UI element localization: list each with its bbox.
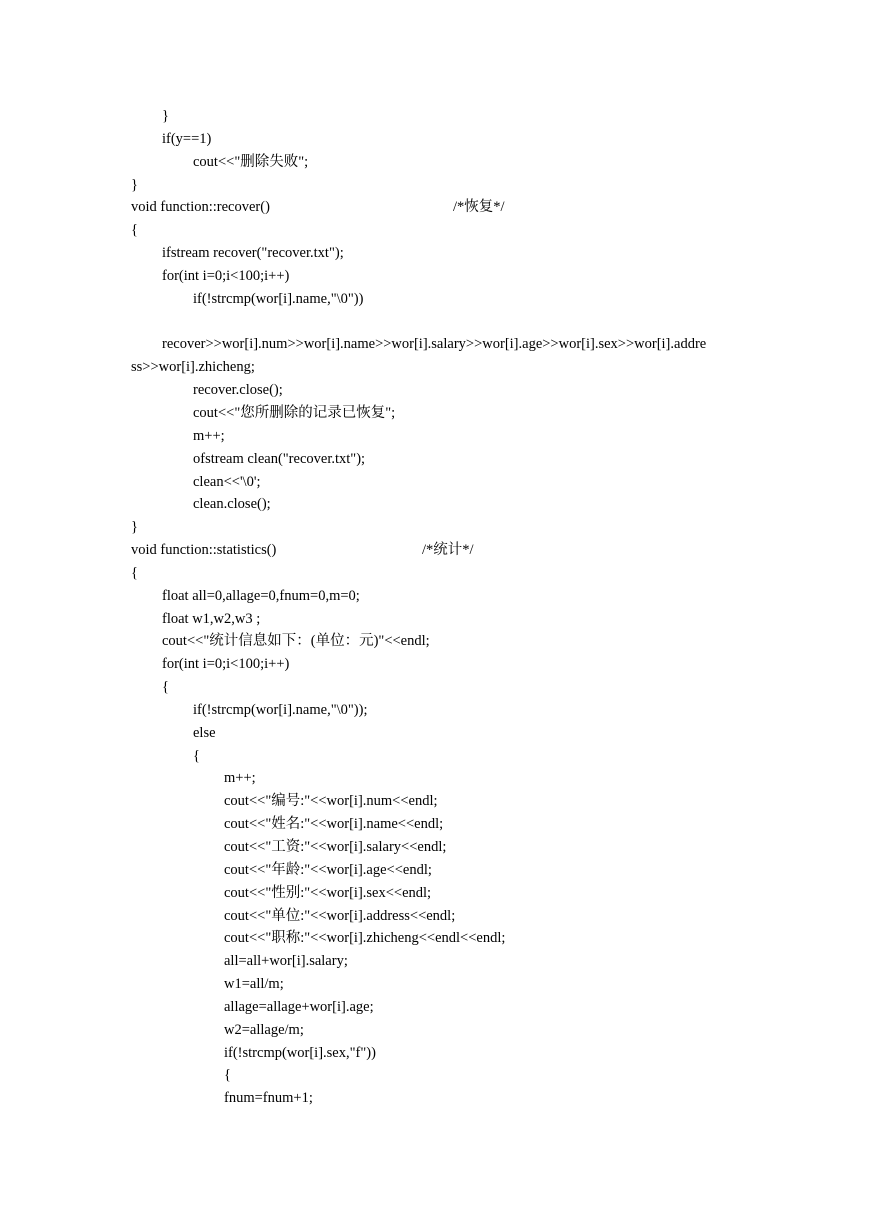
code-line <box>131 608 831 631</box>
code-listing <box>131 105 831 1110</box>
code-line <box>131 996 831 1019</box>
code-line <box>131 425 831 448</box>
code-line <box>131 151 831 174</box>
code-line <box>131 288 831 311</box>
code-line <box>131 1064 831 1087</box>
code-line <box>131 1042 831 1065</box>
code-line <box>131 836 831 859</box>
code-line <box>131 630 831 653</box>
code-text: clean<<'\0'; <box>193 473 261 490</box>
code-text: cout<<"您所删除的记录已恢复"; <box>193 404 396 421</box>
code-text: else <box>193 724 216 741</box>
code-text: m++; <box>193 427 225 444</box>
code-text: if(!strcmp(wor[i].name,"\0")); <box>193 701 368 718</box>
code-text: cout<<"姓名:"<<wor[i].name<<endl; <box>224 816 444 833</box>
code-line <box>131 950 831 973</box>
code-text: cout<<"编号:"<<wor[i].num<<endl; <box>224 793 438 810</box>
code-text: { <box>162 679 169 696</box>
code-text: { <box>224 1067 231 1084</box>
code-text: if(y==1) <box>162 130 212 147</box>
code-text: ofstream clean("recover.txt"); <box>193 450 366 467</box>
code-line <box>131 813 831 836</box>
code-text: } <box>131 519 138 536</box>
code-line <box>131 676 831 699</box>
code-line <box>131 333 831 356</box>
code-line <box>131 174 831 197</box>
code-text: } <box>131 176 138 193</box>
code-text: w1=all/m; <box>224 976 284 993</box>
code-text: ss>>wor[i].zhicheng; <box>131 359 255 376</box>
code-text: allage=allage+wor[i].age; <box>224 998 374 1015</box>
code-text: for(int i=0;i<100;i++) <box>162 267 290 284</box>
code-line <box>131 1019 831 1042</box>
code-line <box>131 379 831 402</box>
code-line <box>131 471 831 494</box>
code-text: all=all+wor[i].salary; <box>224 953 348 970</box>
code-text: { <box>131 564 138 581</box>
code-line <box>131 402 831 425</box>
code-text: void function::statistics() <box>131 542 277 559</box>
code-line <box>131 128 831 151</box>
code-text: clean.close(); <box>193 496 271 513</box>
code-line <box>131 196 831 219</box>
code-line <box>131 905 831 928</box>
code-line <box>131 699 831 722</box>
code-text: recover.close(); <box>193 382 283 399</box>
code-comment: /*统计*/ <box>422 542 474 559</box>
code-text: cout<<"年龄:"<<wor[i].age<<endl; <box>224 861 432 878</box>
code-line <box>131 219 831 242</box>
code-line <box>131 448 831 471</box>
code-line <box>131 927 831 950</box>
code-line <box>131 722 831 745</box>
code-text: cout<<"工资:"<<wor[i].salary<<endl; <box>224 839 447 855</box>
code-line <box>131 790 831 813</box>
code-line <box>131 973 831 996</box>
code-text: float w1,w2,w3 ; <box>162 610 261 627</box>
code-text: ifstream recover("recover.txt"); <box>162 245 344 262</box>
code-text: m++; <box>224 770 256 787</box>
code-text: { <box>193 747 200 764</box>
code-line <box>131 562 831 585</box>
code-text: w2=allage/m; <box>224 1021 304 1038</box>
code-line <box>131 265 831 288</box>
code-text: fnum=fnum+1; <box>224 1090 313 1107</box>
code-text: cout<<"删除失败"; <box>193 153 309 170</box>
code-line <box>131 745 831 768</box>
code-text: void function::recover() <box>131 199 270 216</box>
code-text: if(!strcmp(wor[i].sex,"f")) <box>224 1044 376 1061</box>
code-text: cout<<"性别:"<<wor[i].sex<<endl; <box>224 884 432 901</box>
code-line <box>131 767 831 790</box>
code-line <box>131 882 831 905</box>
code-text: cout<<"单位:"<<wor[i].address<<endl; <box>224 907 456 924</box>
code-line <box>131 356 831 379</box>
code-text: cout<<"统计信息如下：(单位：元)"<<endl; <box>162 633 430 650</box>
code-line <box>131 311 831 334</box>
code-line <box>131 516 831 539</box>
code-comment: /*恢复*/ <box>453 199 505 216</box>
code-text: recover>>wor[i].num>>wor[i].name>>wor[i].salary>>wor[i].age>>wor[i].sex>>wor[i].addre <box>162 336 707 353</box>
code-line <box>131 1087 831 1110</box>
code-line <box>131 493 831 516</box>
code-text: float all=0,allage=0,fnum=0,m=0; <box>162 587 360 604</box>
code-line <box>131 653 831 676</box>
code-text: for(int i=0;i<100;i++) <box>162 656 290 673</box>
code-line <box>131 585 831 608</box>
code-text: cout<<"职称:"<<wor[i].zhicheng<<endl<<endl; <box>224 930 506 947</box>
code-line <box>131 105 831 128</box>
code-line <box>131 242 831 265</box>
code-text: { <box>131 222 138 239</box>
code-line <box>131 539 831 562</box>
code-text: if(!strcmp(wor[i].name,"\0")) <box>193 290 364 307</box>
code-line <box>131 859 831 882</box>
code-text: } <box>162 108 169 124</box>
